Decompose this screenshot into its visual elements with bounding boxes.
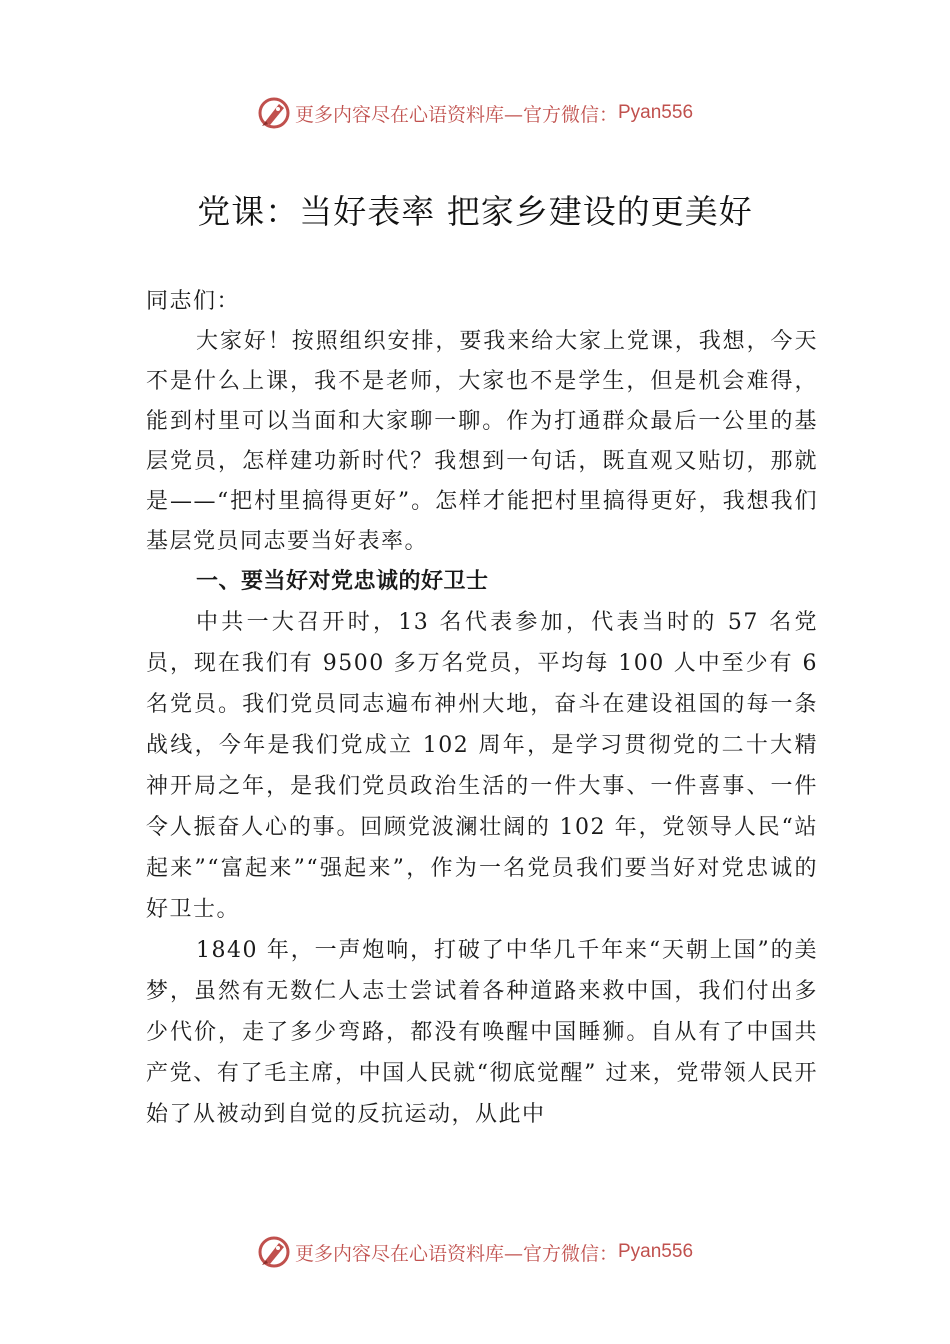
intro-paragraph: 大家好！按照组织安排，要我来给大家上党课，我想，今天不是什么上课，我不是老师，大家也不是学生，但是机会难得，能到村里可以当面和大家聊一聊。作为打通群众最后一公里的基层党员，怎样建功新时代？我想到一句话，既直观又贴切，那就是——“把村里搞得更好”。怎样才能把村里搞得更好，我想我们基层党员同志要当好表率。 bbox=[146, 329, 818, 554]
document-body bbox=[146, 282, 818, 1135]
footer-watermark bbox=[0, 1232, 950, 1272]
watermark-text: 更多内容尽在心语资料库—官方微信： bbox=[294, 103, 618, 126]
pen-nib-logo-icon bbox=[257, 96, 291, 130]
section-paragraph-1: 中共一大召开时，13 名代表参加，代表当时的 57 名党员，现在我们有 9500 多万名党员，平均每 100 人中至少有 6 名党员。我们党员同志遍布神州大地，奋斗在建设祖国的每一条战线，今年是我们党成立 102 周年，是学习贯彻党的二十大精神开局之年，是我们党员政治生活的一件大事、一件喜事、一件令人振奋人心的事。回顾党波澜壮阔的 102 年，党领导人民“站起来”“富起来”“强起来”，作为一名党员我们要当好对党忠诚的好卫士。 bbox=[146, 610, 818, 922]
header-watermark bbox=[0, 93, 950, 133]
watermark-wechat-id: Pyan556 bbox=[618, 1241, 694, 1262]
section-heading: 一、要当好对党忠诚的好卫士 bbox=[196, 569, 489, 594]
salutation: 同志们： bbox=[146, 289, 241, 314]
watermark-text: 更多内容尽在心语资料库—官方微信： bbox=[294, 1242, 618, 1265]
document-title: 党课：当好表率 把家乡建设的更美好 bbox=[197, 192, 753, 231]
section-paragraph-2: 1840 年，一声炮响，打破了中华几千年来“天朝上国”的美梦，虽然有无数仁人志士尝试着各种道路来救中国，我们付出多少代价，走了多少弯路，都没有唤醒中国睡狮。自从有了中国共产党、有了毛主席，中国人民就“彻底觉醒” 过来，党带领人民开始了从被动到自觉的反抗运动，从此中 bbox=[146, 938, 818, 1127]
watermark-wechat-id: Pyan556 bbox=[618, 102, 694, 123]
pen-nib-logo-icon bbox=[257, 1235, 291, 1269]
